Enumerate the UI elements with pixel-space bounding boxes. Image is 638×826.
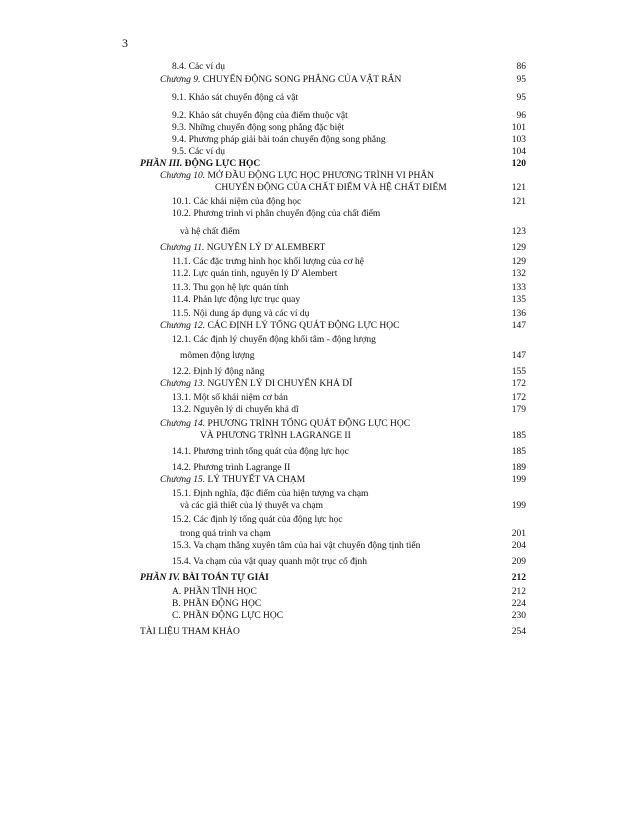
toc-entry xyxy=(172,611,283,622)
toc-entry-title: trong quá trình va chạm xyxy=(180,529,271,539)
toc-entry xyxy=(172,515,343,526)
toc-entry-title: MỞ ĐẦU ĐỘNG LỰC HỌC PHƯƠNG TRÌNH VI PHÂN xyxy=(205,171,435,181)
toc-entry-title: 13.2. Nguyên lý di chuyển khả dĩ xyxy=(172,405,299,415)
toc-entry-page: 86 xyxy=(516,62,526,72)
toc-entry xyxy=(172,309,309,320)
toc-entry-page: 120 xyxy=(511,159,526,169)
toc-entry xyxy=(172,447,349,458)
toc-entry-title: 11.1. Các đặc trưng hình học khối lượng của cơ hệ xyxy=(172,257,364,267)
toc-entry-title: và các giả thiết của lý thuyết va chạm xyxy=(180,501,323,511)
toc-entry xyxy=(172,393,288,404)
toc-entry xyxy=(172,209,380,220)
toc-entry-page: 123 xyxy=(511,227,526,237)
toc-entry-title: ĐỘNG LỰC HỌC xyxy=(182,159,261,169)
toc-entry-title: TÀI LIỆU THAM KHẢO xyxy=(140,627,240,637)
toc-entry-title: 11.4. Phản lực động lực trục quay xyxy=(172,295,301,305)
part-label: PHẦN III. xyxy=(140,159,183,169)
toc-entry-page: 179 xyxy=(511,405,526,415)
chapter-label: Chương 9. xyxy=(160,75,201,85)
toc-entry-title: 11.2. Lực quán tính, nguyên lý D' Alembert xyxy=(172,269,338,279)
toc-entry-page: 135 xyxy=(511,295,526,305)
toc-entry xyxy=(172,257,364,268)
toc-entry-title: 15.1. Định nghĩa, đặc điểm của hiện tượng va chạm xyxy=(172,489,369,499)
toc-entry-title: 8.4. Các ví dụ xyxy=(172,62,226,72)
toc-entry-page: 129 xyxy=(511,243,526,253)
toc-entry xyxy=(172,62,225,73)
toc-entry xyxy=(180,351,255,362)
toc-entry xyxy=(172,587,257,598)
toc-entry-title: VÀ PHƯƠNG TRÌNH LAGRANGE II xyxy=(200,431,351,441)
toc-entry-page: 254 xyxy=(511,627,526,637)
toc-entry-page: 133 xyxy=(511,283,526,293)
toc-entry xyxy=(140,159,260,170)
toc-entry xyxy=(172,123,344,134)
toc-entry xyxy=(172,557,367,568)
toc-entry xyxy=(172,367,264,378)
toc-entry-page: 121 xyxy=(511,197,526,207)
toc-entry-title: 11.5. Nội dung áp dụng và các ví dụ xyxy=(172,309,310,319)
toc-entry-title: 14.2. Phương trình Lagrange II xyxy=(172,463,291,473)
toc-entry-page: 136 xyxy=(511,309,526,319)
toc-entry-title: 15.4. Va chạm của vật quay quanh một trục cố định xyxy=(172,557,368,567)
chapter-label: Chương 15. xyxy=(160,475,206,485)
toc-entry xyxy=(172,147,225,158)
toc-entry-title: CHUYỂN ĐỘNG SONG PHẲNG CỦA VẬT RẮN xyxy=(200,75,402,85)
toc-entry-page: 95 xyxy=(516,93,526,103)
toc-entry xyxy=(172,283,289,294)
toc-entry-title: CHUYỂN ĐỘNG CỦA CHẤT ĐIỂM VÀ HỆ CHẤT ĐIỂM xyxy=(215,183,447,193)
toc-entry-page: 155 xyxy=(511,367,526,377)
toc-entry-title: 10.1. Các khái niệm của động học xyxy=(172,197,302,207)
toc-entry xyxy=(172,295,300,306)
toc-entry xyxy=(172,463,290,474)
toc-entry xyxy=(140,573,269,584)
toc-entry-page: 96 xyxy=(516,111,526,121)
part-label: PHẦN IV. xyxy=(140,573,180,583)
toc-entry-title: mômen động lượng xyxy=(180,351,255,361)
toc-entry xyxy=(160,475,305,486)
toc-entry-page: 132 xyxy=(511,269,526,279)
toc-entry-page: 185 xyxy=(511,431,526,441)
toc-entry xyxy=(180,227,240,238)
toc-entry-title: 9.4. Phương pháp giải bài toán chuyển động song phẳng xyxy=(172,135,386,145)
toc-entry xyxy=(160,419,410,430)
toc-entry-page: 95 xyxy=(516,75,526,85)
toc-entry-title: 9.3. Những chuyển động song phẳng đặc biệt xyxy=(172,123,345,133)
toc-entry-page: 189 xyxy=(511,463,526,473)
toc-entry xyxy=(172,541,420,552)
toc-entry-title: 12.1. Các định lý chuyển động khối tâm - động lượng xyxy=(172,335,376,345)
toc-entry-page: 204 xyxy=(511,541,526,551)
toc-entry xyxy=(172,197,301,208)
toc-entry-page: 172 xyxy=(511,393,526,403)
toc-entry-title: NGUYÊN LÝ D' ALEMBERT xyxy=(204,243,326,253)
toc-entry-title: BÀI TOÁN TỰ GIẢI xyxy=(179,573,269,583)
toc-entry-page: 147 xyxy=(511,351,526,361)
chapter-label: Chương 14. xyxy=(160,419,206,429)
toc-entry xyxy=(172,93,298,104)
toc-entry xyxy=(172,335,376,346)
toc-entry xyxy=(140,627,240,638)
toc-entry xyxy=(172,111,348,122)
toc-entry-title: 12.2. Định lý động năng xyxy=(172,367,265,377)
toc-entry-title: 15.3. Va chạm thẳng xuyên tâm của hai vật chuyển động tịnh tiến xyxy=(172,541,421,551)
toc-entry-page: 185 xyxy=(511,447,526,457)
chapter-label: Chương 11. xyxy=(160,243,205,253)
toc-entry-title: 9.5. Các ví dụ xyxy=(172,147,226,157)
toc-entry xyxy=(160,321,399,332)
toc-entry xyxy=(160,379,352,390)
toc-entry xyxy=(172,489,368,500)
page-number: 3 xyxy=(122,36,128,50)
toc-entry xyxy=(172,135,386,146)
toc-entry-title: 10.2. Phương trình vi phân chuyển động của chất điểm xyxy=(172,209,381,219)
toc-entry-page: 199 xyxy=(511,475,526,485)
toc-entry-page: 201 xyxy=(511,529,526,539)
toc-entry-page: 103 xyxy=(511,135,526,145)
toc-entry-title: 14.1. Phương trình tổng quát của động lực học xyxy=(172,447,349,457)
toc-entry xyxy=(160,171,434,182)
toc-entry xyxy=(160,75,401,86)
toc-entry-title: LÝ THUYẾT VA CHẠM xyxy=(205,475,306,485)
toc-entry-page: 209 xyxy=(511,557,526,567)
toc-entry-page: 129 xyxy=(511,257,526,267)
toc-entry-page: 212 xyxy=(511,587,526,597)
toc-entry xyxy=(180,529,271,540)
toc-entry-title: CÁC ĐỊNH LÝ TỔNG QUÁT ĐỘNG LỰC HỌC xyxy=(205,321,400,331)
toc-entry-page: 121 xyxy=(511,183,526,193)
toc-entry-title: 13.1. Một số khái niệm cơ bản xyxy=(172,393,288,403)
toc-entry xyxy=(160,243,325,254)
chapter-label: Chương 10. xyxy=(160,171,206,181)
toc-entry xyxy=(200,431,351,442)
toc-entry-page: 101 xyxy=(511,123,526,133)
toc-entry-title: NGUYÊN LÝ DI CHUYỂN KHẢ DĨ xyxy=(205,379,353,389)
toc-entry xyxy=(180,501,323,512)
toc-entry-title: 15.2. Các định lý tổng quát của động lực học xyxy=(172,515,343,525)
toc-entry-title: 9.2. Khảo sát chuyển động của điểm thuộc vật xyxy=(172,111,348,121)
toc-entry-title: C. PHẦN ĐỘNG LỰC HỌC xyxy=(172,611,284,621)
toc-entry-page: 172 xyxy=(511,379,526,389)
chapter-label: Chương 13. xyxy=(160,379,206,389)
toc-entry-page: 212 xyxy=(511,573,526,583)
toc-entry-title: và hệ chất điểm xyxy=(180,227,240,237)
chapter-label: Chương 12. xyxy=(160,321,206,331)
toc-entry-page: 104 xyxy=(511,147,526,157)
toc-entry-page: 224 xyxy=(511,599,526,609)
toc-entry xyxy=(172,405,299,416)
toc-entry xyxy=(215,183,447,194)
toc-entry-title: PHƯƠNG TRÌNH TỔNG QUÁT ĐỘNG LỰC HỌC xyxy=(205,419,411,429)
toc-entry-page: 199 xyxy=(511,501,526,511)
toc-entry-page: 147 xyxy=(511,321,526,331)
toc-entry-title: 9.1. Khảo sát chuyển động cả vật xyxy=(172,93,299,103)
toc-entry-title: A. PHẦN TĨNH HỌC xyxy=(172,587,257,597)
toc-entry-title: 11.3. Thu gọn hệ lực quán tính xyxy=(172,283,289,293)
toc-entry xyxy=(172,599,261,610)
toc-entry-title: B. PHẦN ĐỘNG HỌC xyxy=(172,599,262,609)
toc-entry xyxy=(172,269,337,280)
toc-entry-page: 230 xyxy=(511,611,526,621)
